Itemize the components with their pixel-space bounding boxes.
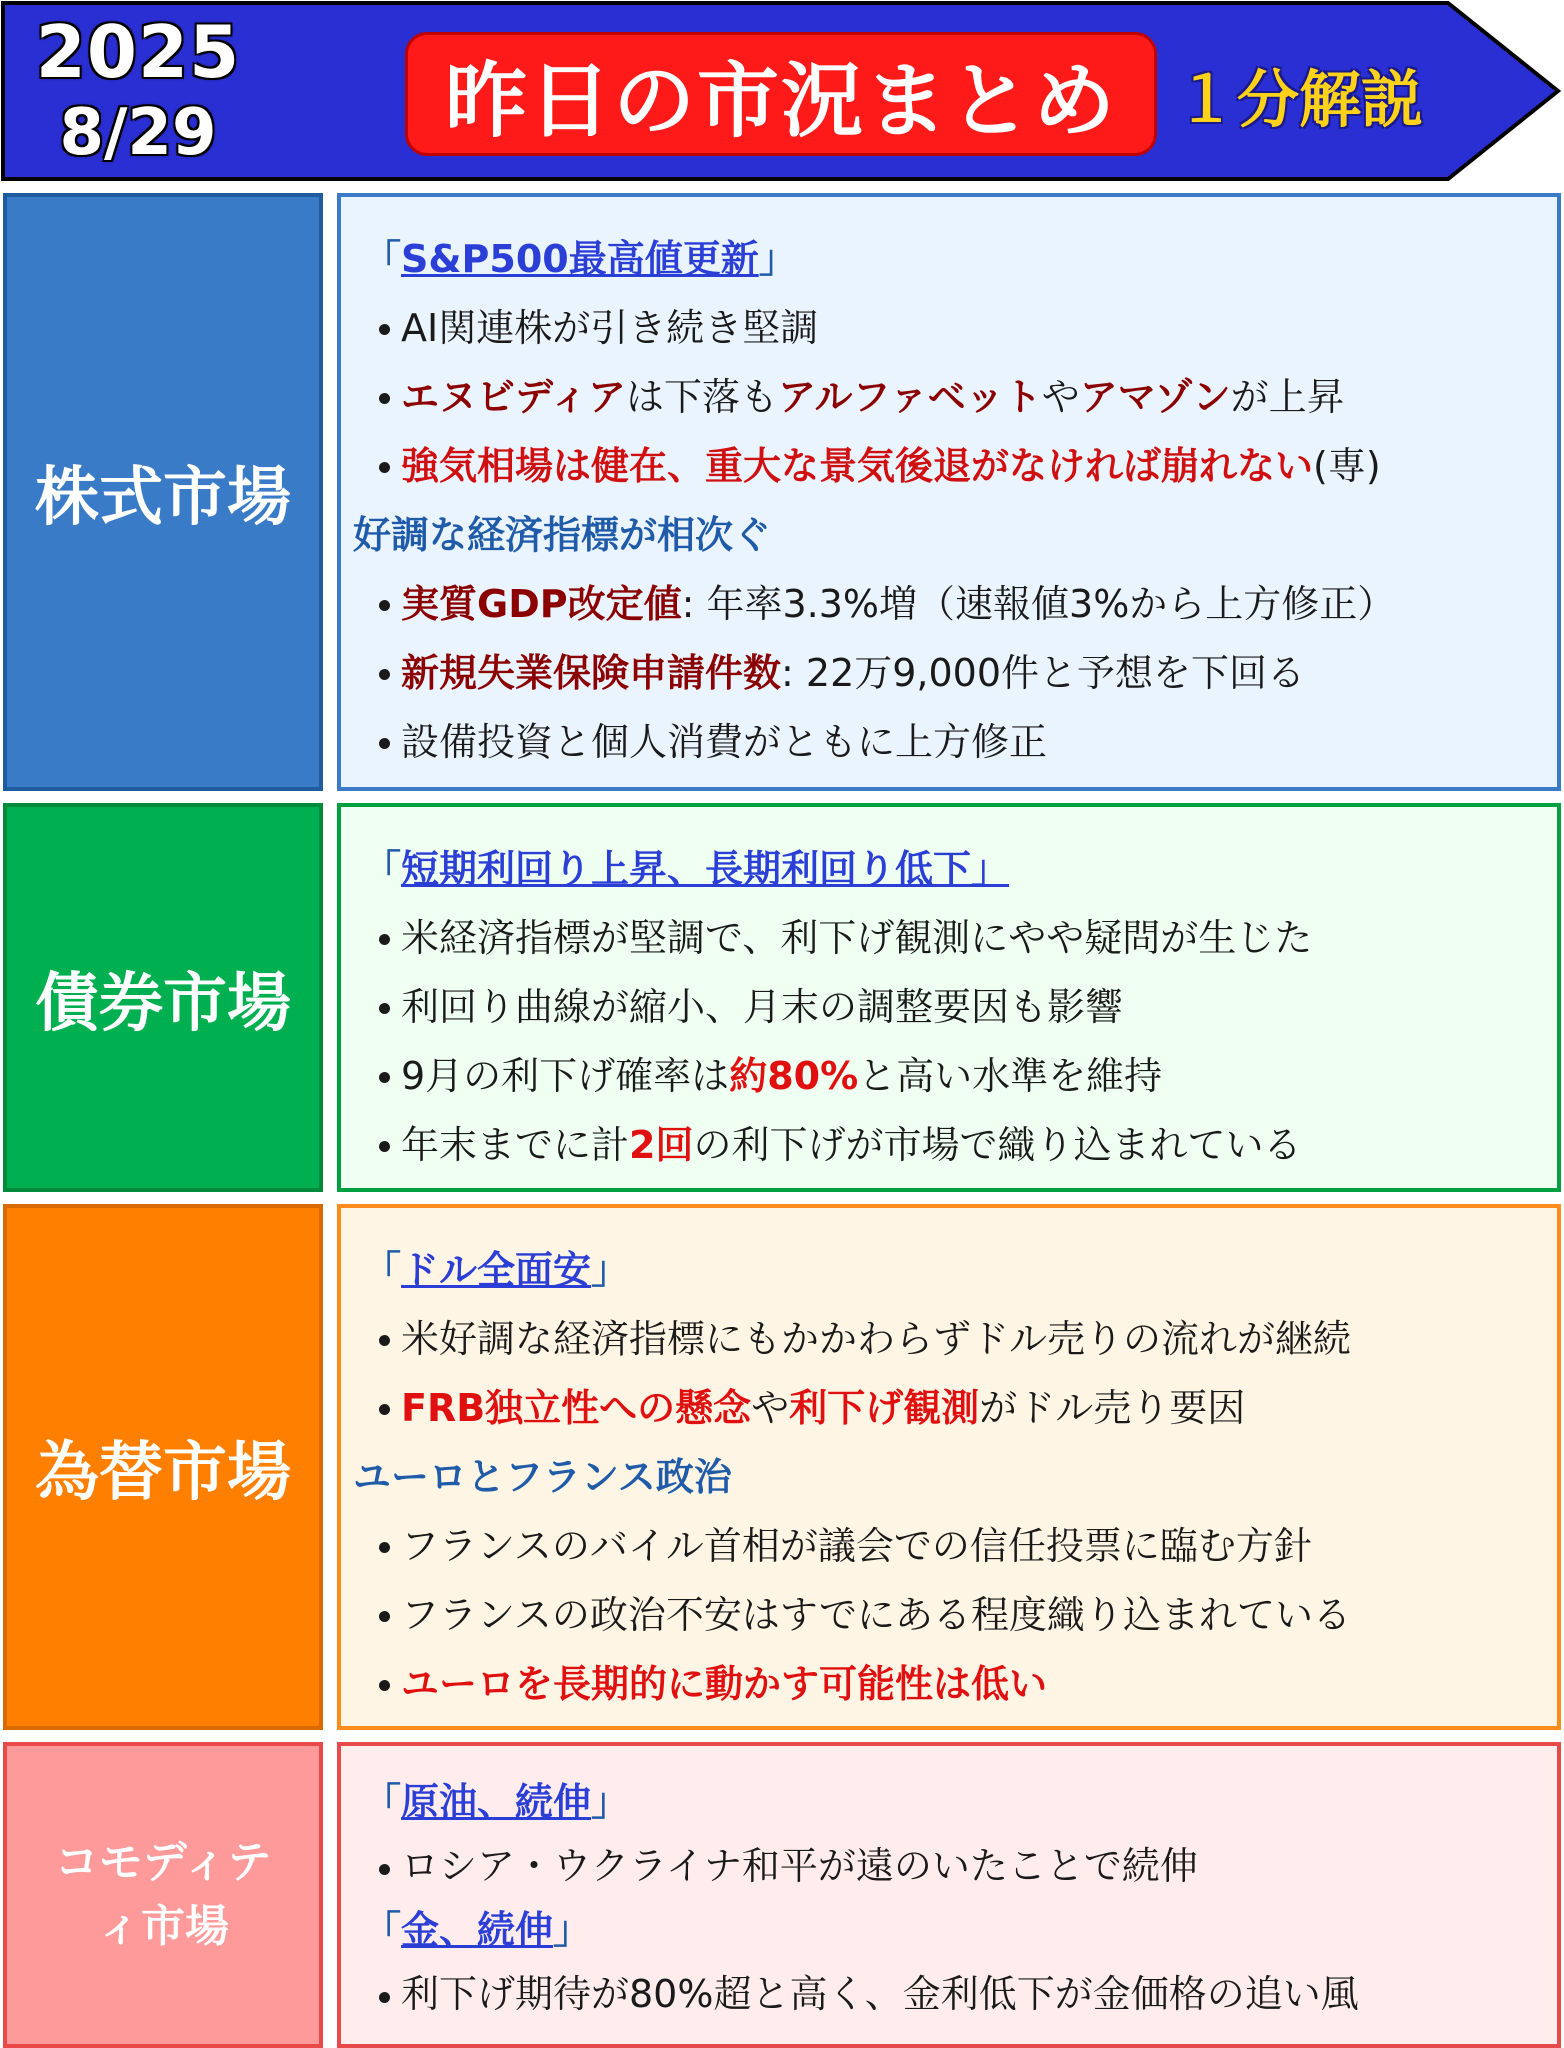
item-emphasis: ユーロを長期的に動かす可能性は低い (401, 1662, 1048, 1706)
item-text: が上昇 (1230, 375, 1345, 419)
section-content-fx (337, 1204, 1561, 1730)
list-item (363, 1374, 1557, 1443)
item-text: 利回り曲線が縮小、月末の調整要因も影響 (401, 985, 1124, 1029)
section-heading (363, 1770, 1557, 1834)
item-text: フランスのバイル首相が議会での信任投票に臨む方針 (401, 1524, 1312, 1568)
section-subheading: 好調な経済指標が相次ぐ (353, 513, 772, 557)
item-text: フランスの政治不安はすでにある程度織り込まれている (401, 1593, 1352, 1637)
section-heading (363, 835, 1557, 904)
item-emphasis: エヌビディア (401, 375, 626, 419)
section-label-stock (3, 193, 323, 791)
heading-link[interactable]: ドル全面安 (401, 1248, 592, 1292)
section-heading (363, 1898, 1557, 1962)
list-item (363, 708, 1557, 777)
list-item (363, 1305, 1557, 1374)
item-emphasis: FRB独立性への懸念 (401, 1386, 752, 1430)
item-text: は下落も (625, 375, 778, 419)
item-emphasis: アマゾン (1079, 375, 1231, 419)
list-item (363, 973, 1557, 1042)
list-item (363, 1042, 1557, 1111)
section-label-fx (3, 1204, 323, 1730)
bracket-open: 「 (363, 1248, 402, 1292)
item-emphasis: アルファベット (777, 375, 1042, 419)
section-label-commodity (3, 1742, 323, 2048)
section-label-text: 株式市場 (35, 461, 291, 535)
section-content-stock (337, 193, 1561, 791)
bracket-close: 」 (553, 1908, 592, 1952)
item-text: : 年率3.3%増（速報値3%から上方修正） (681, 582, 1396, 626)
item-emphasis: 実質GDP改定値 (401, 582, 682, 626)
item-text: と高い水準を維持 (858, 1054, 1163, 1098)
item-emphasis: 新規失業保険申請件数 (401, 651, 782, 695)
section-content-commodity (337, 1742, 1561, 2048)
item-text: (専) (1313, 444, 1381, 488)
item-emphasis: 強気相場は健在、重大な景気後退がなければ崩れない (401, 444, 1314, 488)
list-item (363, 904, 1557, 973)
list-item (363, 570, 1557, 639)
bracket-close: 」 (591, 1248, 630, 1292)
list-item (363, 1111, 1557, 1180)
heading-link[interactable]: 原油、続伸 (401, 1780, 592, 1824)
bracket-close: 」 (591, 1780, 630, 1824)
title-box (405, 32, 1157, 156)
item-text: 米経済指標が堅調で、利下げ観測にやや疑問が生じた (401, 916, 1313, 960)
list-item (363, 1962, 1557, 2026)
list-item (363, 432, 1557, 501)
item-text: ロシア・ウクライナ和平が遠のいたことで続伸 (401, 1844, 1198, 1888)
heading-link[interactable]: 短期利回り上昇、長期利回り低下」 (401, 847, 1010, 891)
header-banner (0, 0, 1564, 182)
section-content-bond (337, 803, 1561, 1192)
heading-link[interactable]: S&P500最高値更新 (401, 237, 759, 281)
item-text: 米好調な経済指標にもかかわらずドル売りの流れが継続 (401, 1317, 1352, 1361)
item-emphasis: 利下げ観測 (789, 1386, 980, 1430)
bracket-open: 「 (363, 1780, 402, 1824)
list-item (363, 1581, 1557, 1650)
section-label-text: 債券市場 (35, 966, 291, 1041)
section-label-bond (3, 803, 323, 1192)
item-text: 年末までに計 (401, 1123, 630, 1167)
item-text: 利下げ期待が80%超と高く、金利低下が金価格の追い風 (401, 1972, 1359, 2016)
section-label-text: ィ市場 (96, 1901, 229, 1952)
section-heading (363, 1236, 1557, 1305)
item-text: がドル売り要因 (979, 1386, 1246, 1430)
item-text: : 22万9,000件と予想を下回る (781, 651, 1306, 695)
bracket-open: 「 (363, 1908, 402, 1952)
item-emphasis: 2回 (629, 1123, 694, 1167)
bracket-close: 」 (758, 237, 797, 281)
bracket-open: 「 (363, 847, 402, 891)
heading-link[interactable]: 金、続伸 (401, 1908, 554, 1952)
item-text: AI関連株が引き続き堅調 (401, 306, 819, 350)
item-text: や (751, 1386, 790, 1430)
item-text: 設備投資と個人消費がともに上方修正 (401, 720, 1048, 764)
list-item (363, 1834, 1557, 1898)
header-year: 2025 (35, 10, 241, 94)
page-title: 昨日の市況まとめ (444, 53, 1117, 149)
page-subtitle: １分解説 (1175, 63, 1424, 136)
section-heading (363, 225, 1557, 294)
item-text: の利下げが市場で織り込まれている (693, 1123, 1302, 1167)
list-item (363, 1512, 1557, 1581)
list-item (363, 639, 1557, 708)
item-text: や (1041, 375, 1080, 419)
list-item (363, 1650, 1557, 1719)
list-item (363, 363, 1557, 432)
bracket-open: 「 (363, 237, 402, 281)
list-item (363, 294, 1557, 363)
section-label-text: コモディテ (54, 1837, 272, 1888)
item-text: 9月の利下げ確率は (401, 1054, 730, 1098)
section-label-text: 為替市場 (35, 1436, 291, 1510)
section-subheading: ユーロとフランス政治 (353, 1455, 732, 1499)
header-date: 8/29 (59, 96, 217, 170)
item-emphasis: 約80% (729, 1054, 859, 1098)
